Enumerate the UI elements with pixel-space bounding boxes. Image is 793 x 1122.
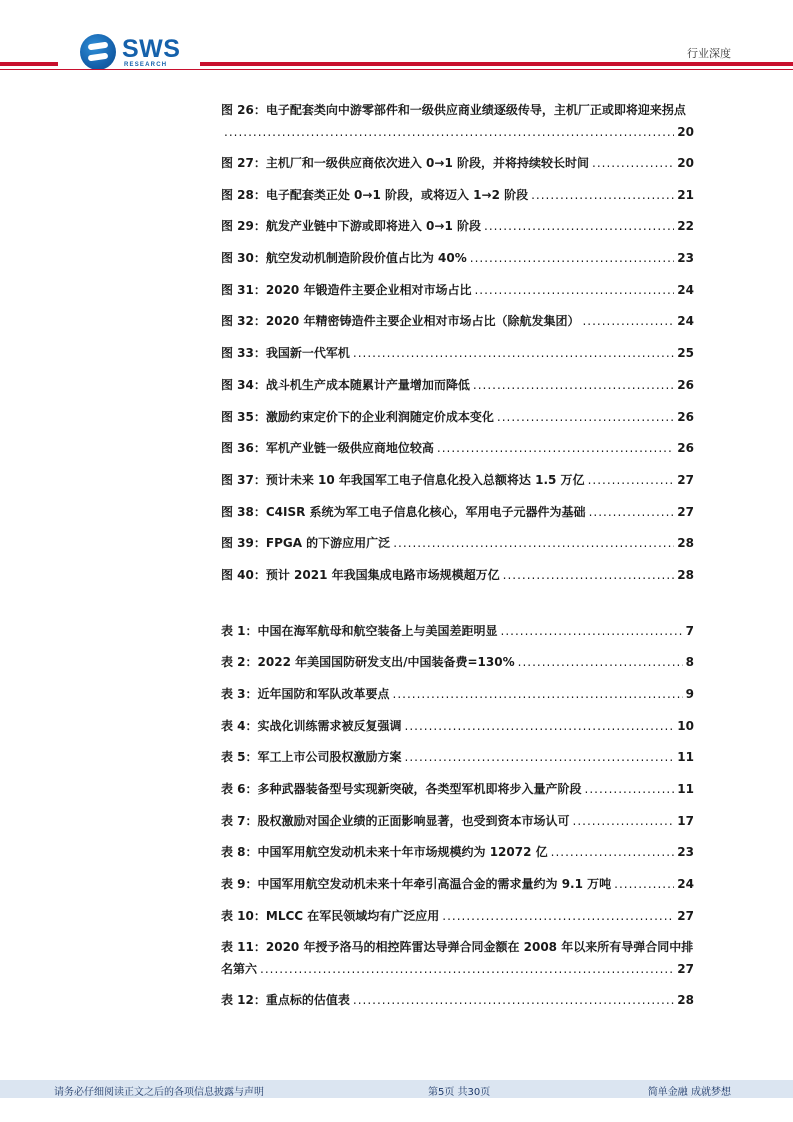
toc-entry-title-line1: 表 11：2020 年授予洛马的相控阵雷达导弹合同金额在 2008 年以来所有导弹合同中排 — [221, 940, 694, 954]
toc-entry-title: 图 27：主机厂和一级供应商依次进入 0→1 阶段，并将持续较长时间 — [221, 156, 589, 170]
toc-leader — [585, 781, 675, 797]
toc-table-1[interactable] — [221, 623, 694, 639]
footer-page-info: 第5页 共30页 — [428, 1087, 491, 1098]
header-rule-right — [200, 62, 793, 66]
header-rule-left — [0, 62, 58, 66]
toc-figure-27[interactable] — [221, 155, 694, 171]
toc-figure-35[interactable] — [221, 409, 694, 425]
toc-leader — [551, 844, 675, 860]
toc-leader — [582, 313, 674, 329]
toc-entry-page: 20 — [677, 125, 694, 139]
toc-entry-page: 7 — [685, 624, 694, 638]
toc-leader — [224, 124, 674, 140]
toc-leader — [614, 876, 674, 892]
toc-entry-page: 26 — [677, 378, 694, 392]
toc-leader — [437, 440, 674, 456]
logo-subtitle: RESEARCH — [124, 62, 168, 68]
toc-entry-title: 图 37：预计未来 10 年我国军工电子信息化投入总额将达 1.5 万亿 — [221, 473, 585, 487]
toc-entry-title: 表 3：近年国防和军队改革要点 — [221, 687, 390, 701]
toc-entry-title: 名第六 — [221, 962, 258, 976]
toc-entry-title: 表 12：重点标的估值表 — [221, 993, 350, 1007]
toc-figure-31[interactable] — [221, 282, 694, 298]
toc-entry-title: 图 33：我国新一代军机 — [221, 346, 350, 360]
toc-entry-page: 27 — [677, 473, 694, 487]
toc-leader — [531, 187, 674, 203]
toc-figure-39[interactable] — [221, 535, 694, 551]
toc-entry-page: 9 — [685, 687, 694, 701]
toc-leader — [353, 345, 674, 361]
report-category: 行业深度 — [687, 47, 731, 60]
toc-leader — [518, 654, 683, 670]
toc-entry-title: 表 6：多种武器装备型号实现新突破，各类型军机即将步入量产阶段 — [221, 782, 582, 796]
toc-table-9[interactable] — [221, 876, 694, 892]
toc-entry-page: 8 — [685, 655, 694, 669]
toc-leader — [393, 535, 674, 551]
toc-entry-page: 23 — [677, 845, 694, 859]
toc-leader — [573, 813, 675, 829]
toc-entry-title: 表 9：中国军用航空发动机未来十年牵引高温合金的需求量约为 9.1 万吨 — [221, 877, 612, 891]
toc-leader — [470, 250, 675, 266]
toc-figure-28[interactable] — [221, 187, 694, 203]
toc-leader — [474, 282, 674, 298]
toc-entry-title: 图 34：战斗机生产成本随累计产量增加而降低 — [221, 378, 470, 392]
toc-leader — [484, 218, 674, 234]
sws-logo — [80, 34, 200, 74]
toc-leader — [393, 686, 683, 702]
toc-entry-title: 图 40：预计 2021 年我国集成电路市场规模超万亿 — [221, 568, 500, 582]
toc-leader — [260, 961, 674, 977]
toc-table-10[interactable] — [221, 908, 694, 924]
toc-figure-38[interactable] — [221, 504, 694, 520]
toc-leader — [497, 409, 674, 425]
toc-entry-page: 10 — [677, 719, 694, 733]
toc-entry-title: 图 31：2020 年锻造件主要企业相对市场占比 — [221, 283, 472, 297]
toc-entry-title: 表 7：股权激励对国企业绩的正面影响显著，也受到资本市场认可 — [221, 814, 570, 828]
toc-entry-page: 28 — [677, 536, 694, 550]
toc-entry-page: 27 — [677, 505, 694, 519]
toc-figure-26[interactable] — [221, 102, 694, 140]
toc-entry-title: 图 29：航发产业链中下游或即将进入 0→1 阶段 — [221, 219, 481, 233]
toc-entry-title: 表 4：实战化训练需求被反复强调 — [221, 719, 402, 733]
logo-name: SWS — [122, 35, 181, 63]
toc-table-6[interactable] — [221, 781, 694, 797]
toc-entry-title: 图 38：C4ISR 系统为军工电子信息化核心，军用电子元器件为基础 — [221, 505, 586, 519]
toc-entry-title: 图 35：激励约束定价下的企业利润随定价成本变化 — [221, 410, 494, 424]
toc-entry-page: 25 — [677, 346, 694, 360]
toc-entry-page: 22 — [677, 219, 694, 233]
toc-entry-title: 表 5：军工上市公司股权激励方案 — [221, 750, 402, 764]
toc-entry-page: 24 — [677, 283, 694, 297]
toc-table-7[interactable] — [221, 813, 694, 829]
toc-figure-30[interactable] — [221, 250, 694, 266]
toc-figure-34[interactable] — [221, 377, 694, 393]
toc-table-2[interactable] — [221, 654, 694, 670]
toc-entry-page: 27 — [677, 962, 694, 976]
toc-entry-page: 28 — [677, 568, 694, 582]
toc-entry-page: 23 — [677, 251, 694, 265]
toc-entry-title: 图 28：电子配套类正处 0→1 阶段，或将迈入 1→2 阶段 — [221, 188, 529, 202]
toc-table-3[interactable] — [221, 686, 694, 702]
toc-figure-36[interactable] — [221, 440, 694, 456]
sws-logo-icon — [80, 34, 116, 70]
toc-table-8[interactable] — [221, 844, 694, 860]
toc-entry-page: 24 — [677, 877, 694, 891]
toc-leader — [592, 155, 674, 171]
toc-entry-title-line1: 图 26：电子配套类向中游零部件和一级供应商业绩逐级传导，主机厂正或即将迎来拐点 — [221, 103, 686, 117]
toc-entry-page: 28 — [677, 993, 694, 1007]
toc-leader — [405, 718, 675, 734]
toc-entry-page: 11 — [677, 750, 694, 764]
toc-figure-33[interactable] — [221, 345, 694, 361]
toc-entry-page: 21 — [677, 188, 694, 202]
toc-entry-page: 11 — [677, 782, 694, 796]
toc-figure-37[interactable] — [221, 472, 694, 488]
toc-leader — [589, 504, 675, 520]
page-footer — [0, 1080, 793, 1098]
toc-figure-40[interactable] — [221, 567, 694, 583]
toc-entry-title: 图 36：军机产业链一级供应商地位较高 — [221, 441, 434, 455]
toc-entry-title: 表 8：中国军用航空发动机未来十年市场规模约为 12072 亿 — [221, 845, 548, 859]
toc-leader — [442, 908, 674, 924]
toc-entry-page: 26 — [677, 410, 694, 424]
toc-entry-page: 17 — [677, 814, 694, 828]
toc-leader — [501, 623, 683, 639]
page-header — [0, 0, 793, 80]
toc-table-11[interactable] — [221, 939, 694, 977]
toc-leader — [503, 567, 675, 583]
toc-entry-page: 26 — [677, 441, 694, 455]
toc-entry-title: 图 30：航空发动机制造阶段价值占比为 40% — [221, 251, 467, 265]
toc-figure-29[interactable] — [221, 218, 694, 234]
header-rule-thin — [0, 69, 793, 70]
toc-entry-title: 表 1：中国在海军航母和航空装备上与美国差距明显 — [221, 624, 498, 638]
toc-entry-page: 27 — [677, 909, 694, 923]
toc-entry-page: 20 — [677, 156, 694, 170]
toc-entry-page: 24 — [677, 314, 694, 328]
toc-table-5[interactable] — [221, 749, 694, 765]
toc-leader — [405, 749, 675, 765]
footer-slogan: 简单金融 成就梦想 — [647, 1087, 731, 1098]
toc-entry-title: 图 39：FPGA 的下游应用广泛 — [221, 536, 391, 550]
toc-entry-title: 表 10：MLCC 在军民领域均有广泛应用 — [221, 909, 440, 923]
toc-leader — [353, 992, 674, 1008]
toc-leader — [588, 472, 675, 488]
toc-table-12[interactable] — [221, 992, 694, 1008]
toc-entry-title: 表 2：2022 年美国国防研发支出/中国装备费=130% — [221, 655, 515, 669]
toc-figure-32[interactable] — [221, 313, 694, 329]
footer-disclaimer: 请务必仔细阅读正文之后的各项信息披露与声明 — [54, 1087, 264, 1098]
toc-leader — [473, 377, 674, 393]
toc-table-4[interactable] — [221, 718, 694, 734]
toc-entry-title: 图 32：2020 年精密铸造件主要企业相对市场占比（除航发集团） — [221, 314, 580, 328]
